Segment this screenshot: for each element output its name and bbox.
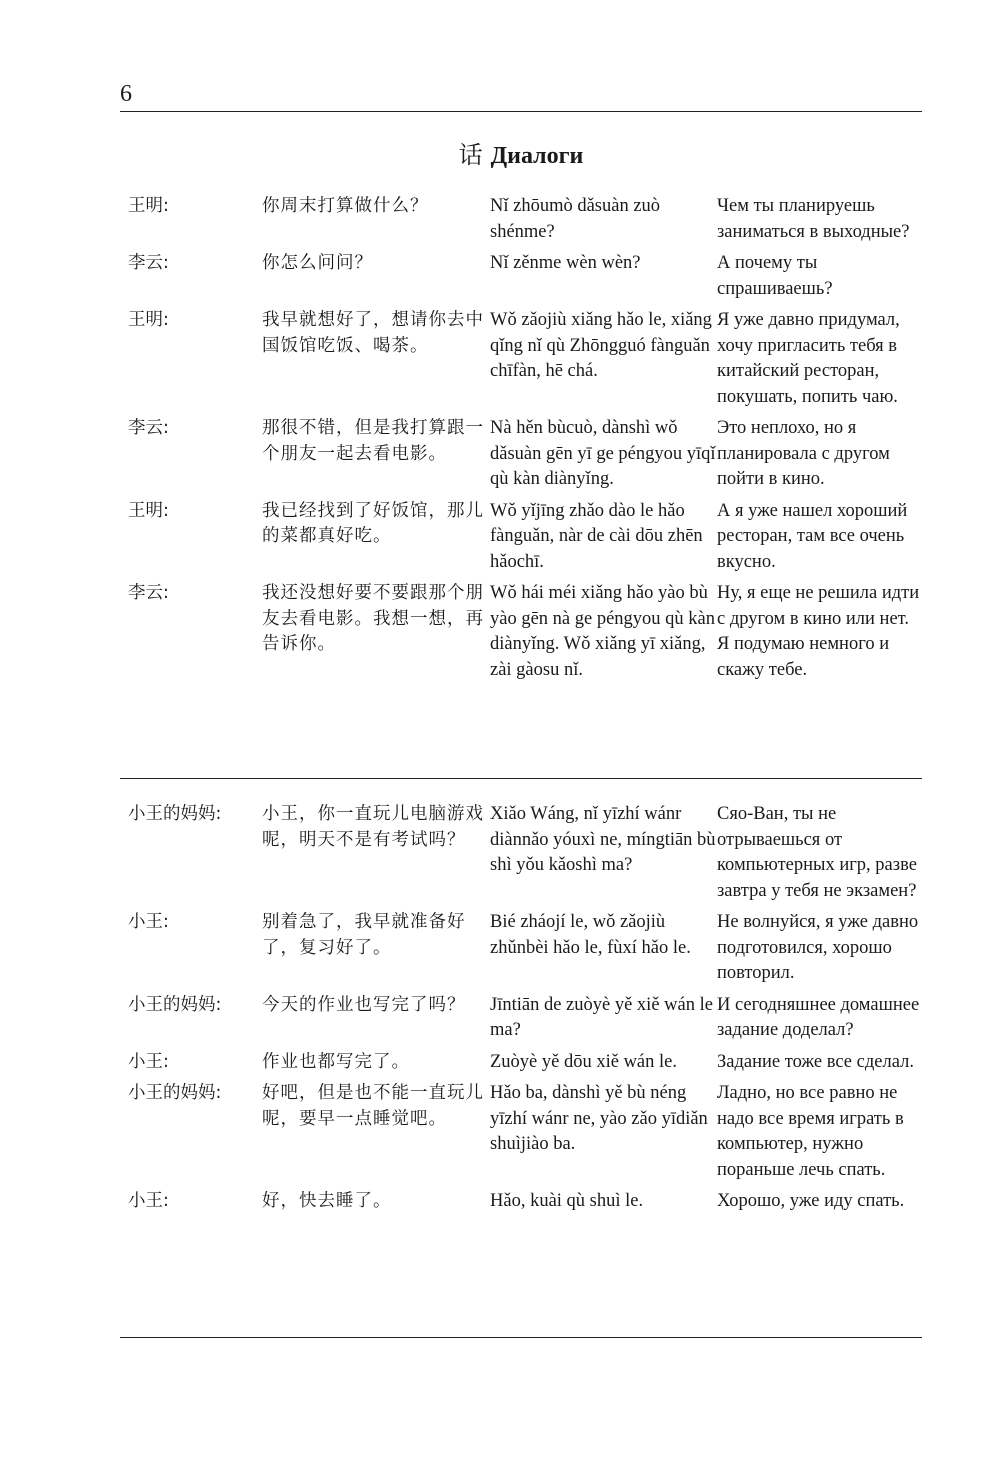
dialog-divider (120, 778, 922, 779)
pinyin-text: Nǐ zhōumò dǎsuàn zuò shénme? (490, 196, 661, 242)
pinyin-text: Wǒ yǐjīng zhǎo dào le hǎo fànguǎn, nàr de cài dōu zhēn hǎochī. (490, 500, 703, 572)
russian-translation: И сегодняшнее домашнее задание доделал? (717, 994, 920, 1040)
russian-translation: Задание тоже все сделал. (717, 1051, 914, 1072)
section-title-hanzi: 话 (458, 141, 483, 169)
pinyin-text: Hǎo ba, dànshì yě bù néng yīzhí wánr ne, yào zǎo yīdiǎn shuìjiào ba. (490, 1083, 708, 1154)
section-title-text: Диалоги (490, 143, 584, 169)
russian-translation: Сяо-Ван, ты не отрываешься от компьютерных игр, разве завтра у тебя не экзамен? (717, 804, 917, 901)
russian-translation: Ну, я еще не решила идти с другом в кино или нет. Я подумаю немного и скажу тебе. (717, 583, 920, 680)
speaker: 小王: (128, 912, 169, 932)
bottom-divider (120, 1337, 922, 1338)
dialog-line (128, 1081, 928, 1183)
russian-translation: А почему ты спрашиваешь? (717, 253, 833, 299)
hanzi-text: 那很不错，但是我打算跟一个朋友一起去看电影。 (262, 418, 484, 464)
top-divider (120, 111, 922, 112)
page-number: 6 (120, 81, 132, 107)
hanzi-text: 今天的作业也写完了吗？ (262, 994, 466, 1015)
speaker: 小王: (128, 1191, 169, 1211)
dialog-2 (128, 802, 928, 1221)
hanzi-text: 好，快去睡了。 (262, 1191, 392, 1211)
dialog-line (128, 1189, 928, 1215)
dialog-line (128, 194, 928, 245)
dialog-line (128, 308, 928, 410)
hanzi-text: 我早就想好了，想请你去中国饭馆吃饭、喝茶。 (262, 310, 484, 356)
russian-translation: А я уже нашел хороший ресторан, там все очень вкусно. (717, 500, 908, 572)
pinyin-text: Wǒ hái méi xiǎng hǎo yào bù yào gēn nà ge péngyou qù kàn diànyǐng. Wǒ xiǎng yī xiǎng, zài gàosu nǐ. (490, 583, 716, 680)
speaker: 李云: (128, 418, 169, 438)
speaker: 李云: (128, 253, 169, 273)
russian-translation: Чем ты планируешь заниматься в выходные? (717, 196, 910, 242)
dialog-line (128, 993, 928, 1044)
russian-translation: Я уже давно придумал, хочу пригласить тебя в китайский ресторан, покушать, попить чаю. (717, 310, 900, 407)
hanzi-text: 作业也都写完了。 (262, 1051, 410, 1072)
pinyin-text: Xiǎo Wáng, nǐ yīzhí wánr diànnǎo yóuxì ne, míngtiān bù shì yǒu kǎoshì ma? (490, 804, 716, 875)
pinyin-text: Nǐ zěnme wèn wèn? (490, 253, 641, 273)
dialog-line (128, 251, 928, 302)
speaker: 王明: (128, 196, 169, 216)
speaker: 小王的妈妈: (128, 804, 222, 824)
dialog-line (128, 802, 928, 904)
dialog-line (128, 581, 928, 683)
hanzi-text: 别着急了，我早就准备好了，复习好了。 (262, 912, 466, 958)
pinyin-text: Jīntiān de zuòyè yě xiě wán le ma? (490, 994, 713, 1040)
hanzi-text: 你怎么问问？ (262, 253, 373, 273)
dialog-line (128, 499, 928, 576)
dialog-line (128, 416, 928, 493)
pinyin-text: Zuòyè yě dōu xiě wán le. (490, 1051, 677, 1072)
hanzi-text: 我还没想好要不要跟那个朋友去看电影。我想一想，再告诉你。 (262, 583, 484, 654)
russian-translation: Не волнуйся, я уже давно подготовился, хорошо повторил. (717, 912, 919, 983)
dialog-line (128, 910, 928, 987)
section-title (120, 138, 922, 173)
russian-translation: Хорошо, уже иду спать. (717, 1191, 905, 1211)
speaker: 小王: (128, 1051, 169, 1072)
pinyin-text: Nà hěn bùcuò, dànshì wǒ dǎsuàn gēn yī ge péngyou yīqǐ qù kàn diànyǐng. (490, 418, 716, 489)
pinyin-text: Wǒ zǎojiù xiǎng hǎo le, xiǎng qǐng nǐ qù Zhōngguó fànguǎn chīfàn, hē chá. (490, 310, 712, 381)
hanzi-text: 你周末打算做什么？ (262, 196, 429, 216)
speaker: 小王的妈妈: (128, 1083, 222, 1103)
hanzi-text: 好吧，但是也不能一直玩儿呢，要早一点睡觉吧。 (262, 1083, 484, 1129)
speaker: 王明: (128, 500, 169, 521)
russian-translation: Это неплохо, но я планировала с другом пойти в кино. (717, 418, 890, 489)
russian-translation: Ладно, но все равно не надо все время играть в компьютер, нужно пораньше лечь спать. (717, 1083, 904, 1180)
pinyin-text: Hǎo, kuài qù shuì le. (490, 1191, 644, 1211)
speaker: 小王的妈妈: (128, 994, 222, 1015)
pinyin-text: Bié zháojí le, wǒ zǎojiù zhǔnbèi hǎo le, fùxí hǎo le. (490, 912, 691, 958)
dialog-line (128, 1050, 928, 1076)
speaker: 李云: (128, 583, 169, 603)
speaker: 王明: (128, 310, 169, 330)
hanzi-text: 我已经找到了好饭馆，那儿的菜都真好吃。 (262, 500, 484, 546)
dialog-1 (128, 194, 928, 689)
hanzi-text: 小王，你一直玩儿电脑游戏呢，明天不是有考试吗？ (262, 804, 484, 850)
